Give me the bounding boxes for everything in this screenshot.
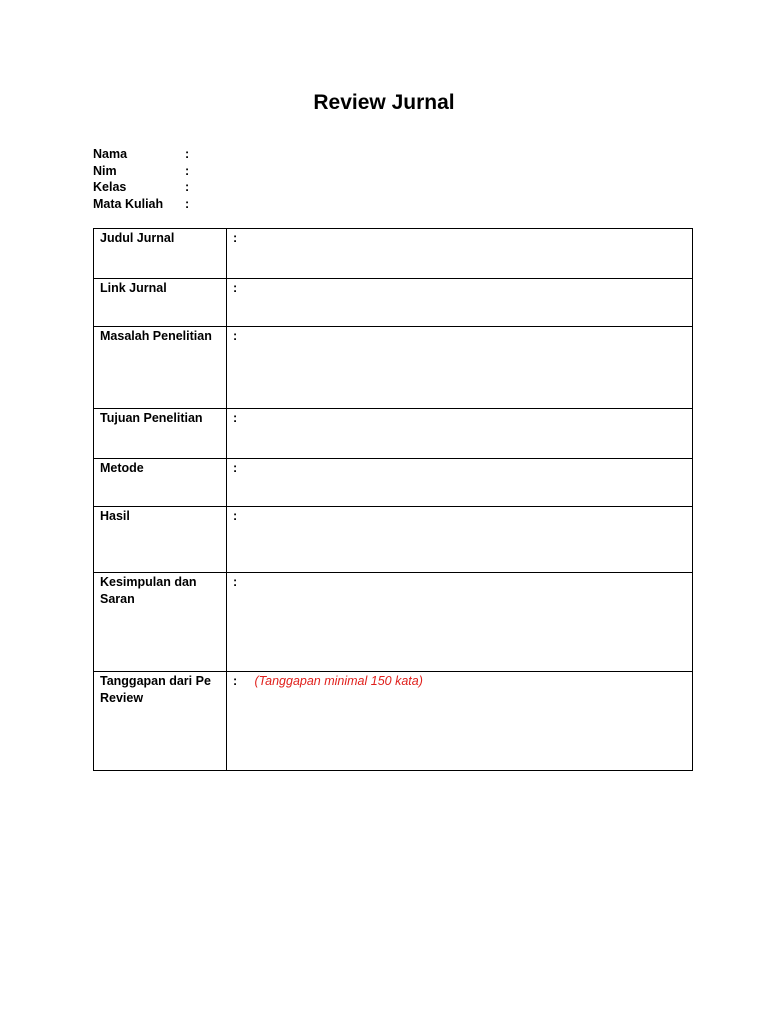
table-row-judul-jurnal — [94, 229, 693, 279]
identity-colon: : — [185, 180, 190, 194]
row-colon: : — [233, 231, 238, 245]
row-colon: : — [233, 674, 238, 688]
table-row-hasil — [94, 507, 693, 573]
row-label: Metode — [94, 459, 227, 507]
row-value-cell[interactable] — [227, 229, 693, 279]
table-row-masalah-penelitian — [94, 327, 693, 409]
table-row-tanggapan — [94, 672, 693, 771]
identity-label: Nama — [93, 147, 128, 161]
identity-section — [93, 146, 293, 212]
row-value-cell[interactable] — [227, 672, 693, 771]
table-row-tujuan-penelitian — [94, 409, 693, 459]
identity-row-mata-kuliah — [93, 196, 293, 213]
identity-colon: : — [185, 196, 190, 211]
row-label: Hasil — [94, 507, 227, 573]
row-colon: : — [233, 411, 238, 425]
table-row-link-jurnal — [94, 279, 693, 327]
row-label: Kesimpulan dan Saran — [94, 573, 227, 672]
identity-row-nama — [93, 146, 293, 163]
identity-label: Nim — [93, 163, 117, 178]
identity-label: Mata Kuliah — [93, 196, 164, 211]
table-row-metode — [94, 459, 693, 507]
row-colon: : — [233, 461, 238, 475]
row-colon: : — [233, 509, 238, 523]
row-label: Judul Jurnal — [94, 229, 227, 279]
identity-row-kelas — [93, 179, 293, 196]
row-colon: : — [233, 281, 238, 295]
row-value-cell[interactable] — [227, 507, 693, 573]
row-colon: : — [233, 575, 238, 589]
identity-row-nim — [93, 163, 293, 180]
row-label: Tujuan Penelitian — [94, 409, 227, 459]
row-value-cell[interactable] — [227, 279, 693, 327]
tanggapan-hint: (Tanggapan minimal 150 kata) — [254, 674, 423, 688]
row-label: Masalah Penelitian — [94, 327, 227, 409]
identity-colon: : — [185, 163, 190, 178]
row-value-cell[interactable] — [227, 327, 693, 409]
row-value-cell[interactable] — [227, 573, 693, 672]
row-colon: : — [233, 329, 238, 343]
row-label: Tanggapan dari Pe Review — [94, 672, 227, 771]
identity-colon: : — [185, 147, 190, 161]
row-value-cell[interactable] — [227, 459, 693, 507]
row-value-cell[interactable] — [227, 409, 693, 459]
identity-label: Kelas — [93, 180, 127, 194]
page-title: Review Jurnal — [313, 91, 455, 114]
row-label: Link Jurnal — [94, 279, 227, 327]
table-row-kesimpulan-dan-saran — [94, 573, 693, 672]
review-table — [93, 228, 693, 771]
